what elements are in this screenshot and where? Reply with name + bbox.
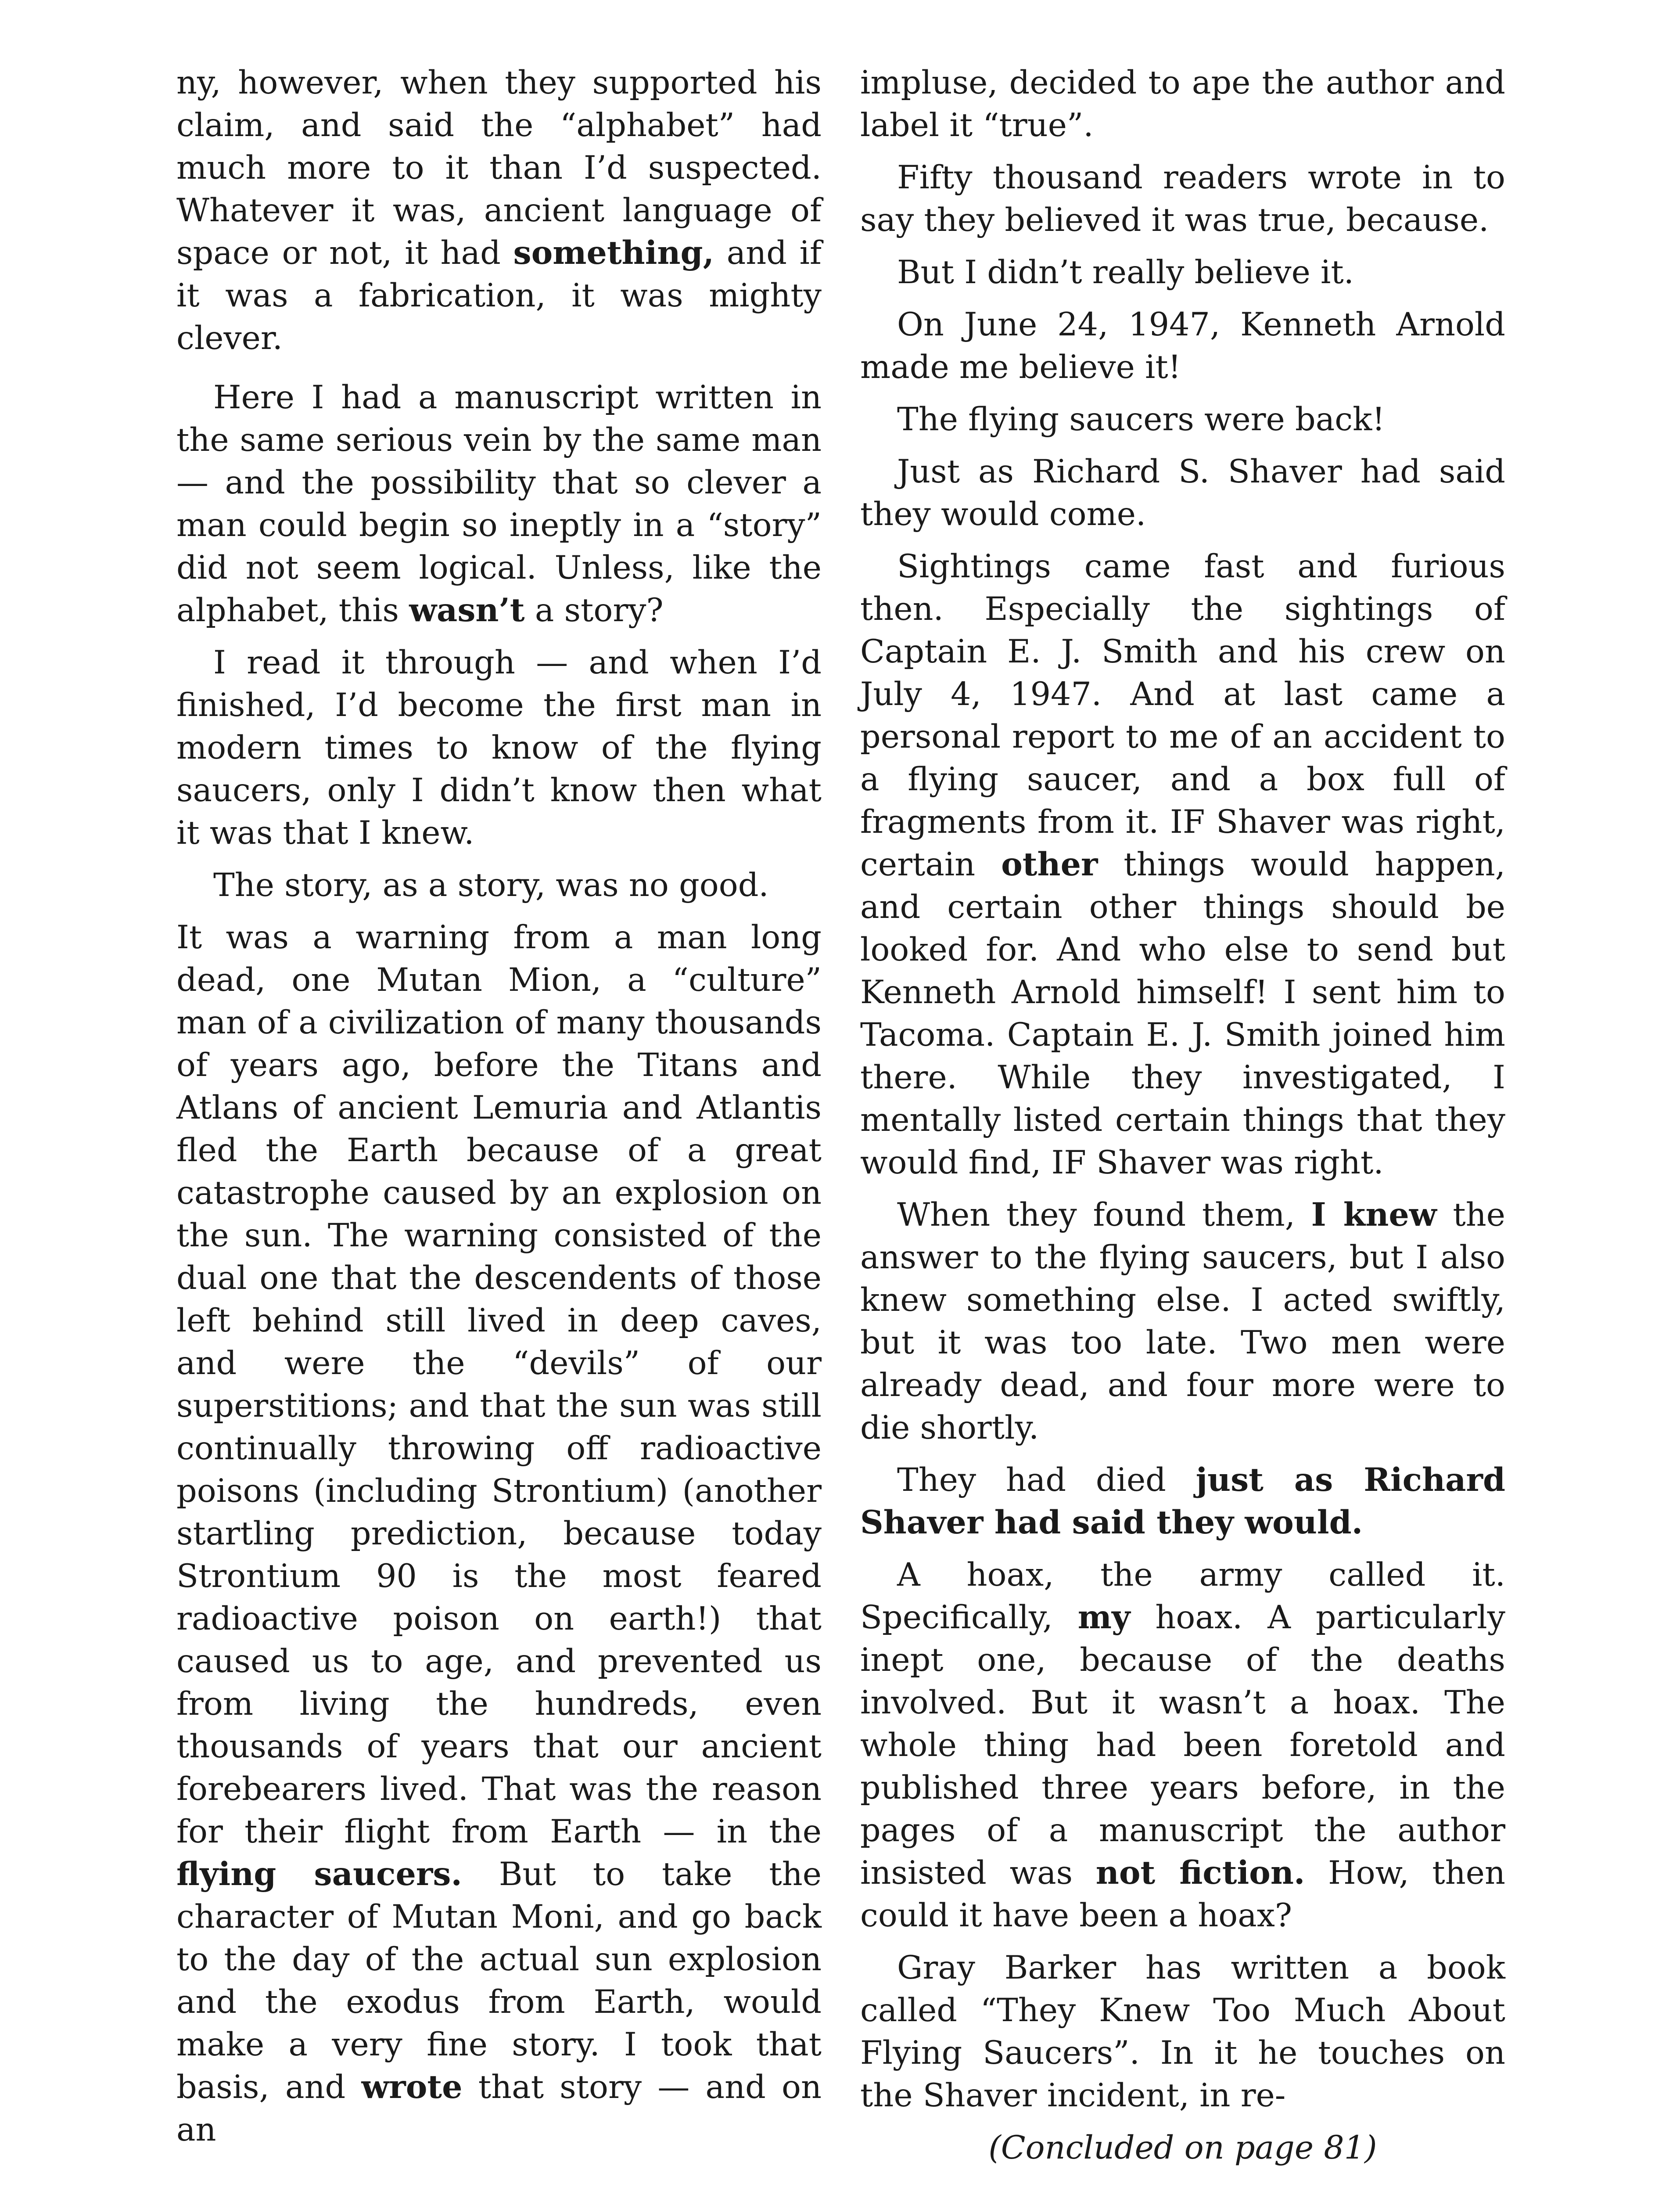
paragraph: It was a warning from a man long dead, one Mutan Mion, a “culture” man of a civilization of many thousands of years ago, before the Titans and Atlans of ancient Lemuria and Atlantis fled the Earth because of a great catastrophe caused by an explosion on the sun. The warning consisted of the dual one that the descendents of those left behind still lived in deep caves, and were the “devils” of our superstitions; and that the sun was still continually throwing off radioactive poisons (including Strontium) (another startling prediction, because today Strontium 90 is the most feared radioactive poison on earth!) that caused us to age, and prevented us from living the hundreds, even thousands of years that our ancient forebearers lived. That was the reason for their flight from Earth — in the flying saucers. But to take the character of Mutan Moni, and go back to the day of the actual sun explosion and the exodus from Earth, would make a very fine story. I took that basis, and wrote that story — and on an xyxy=(176,919,822,2148)
paragraph: A hoax, the army called it. Specifically, my hoax. A particularly inept one, because of the deaths involved. But it wasn’t a hoax. The whole thing had been foretold and published three years before, in the pages of a manuscript the author insisted was not fiction. How, then could it have been a hoax? xyxy=(860,1556,1505,1934)
left-column xyxy=(176,61,822,2161)
right-column xyxy=(860,61,1505,2179)
paragraph: But I didn’t really believe it. xyxy=(897,254,1354,291)
paragraph: Here I had a manuscript written in the same serious vein by the same man — and the possibility that so clever a man could begin so ineptly in a “story” did not seem logical. Unless, like the alphabet, this wasn’t a story? xyxy=(176,379,822,629)
paragraph: ny, however, when they supported his claim, and said the “alphabet” had much more to it than I’d suspected. Whatever it was, ancient language of space or not, it had something, and if it was a fabrication, it was mighty clever. xyxy=(176,64,822,357)
paragraph: Just as Richard S. Shaver had said they would come. xyxy=(860,453,1505,533)
paragraph: impluse, decided to ape the author and label it “true”. xyxy=(860,64,1505,144)
paragraph: I read it through — and when I’d finished, I’d become the first man in modern times to know of the flying saucers, only I didn’t know then what it was that I knew. xyxy=(176,644,822,852)
paragraph: Fifty thousand readers wrote in to say they believed it was true, because. xyxy=(860,159,1505,239)
paragraph: They had died just as Richard Shaver had said they would. xyxy=(860,1461,1505,1541)
paragraph: Sightings came fast and furious then. Especially the sightings of Captain E. J. Smith and his crew on July 4, 1947. And at last came a personal report to me of an accident to a flying saucer, and a box full of fragments from it. IF Shaver was right, certain other things would happen, and certain other things should be looked for. And who else to send but Kenneth Arnold himself! I sent him to Tacoma. Captain E. J. Smith joined him there. While they investigated, I mentally listed certain things that they would find, IF Shaver was right. xyxy=(860,548,1505,1181)
paragraph: Gray Barker has written a book called “They Knew Too Much About Flying Saucers”. In it he touches on the Shaver incident, in re- xyxy=(860,1949,1505,2114)
paragraph: The flying saucers were back! xyxy=(897,401,1385,438)
paragraph: When they found them, I knew the answer to the flying saucers, but I also knew something else. I acted swiftly, but it was too late. Two men were already dead, and four more were to die shortly. xyxy=(860,1196,1505,1447)
paragraph: The story, as a story, was no good. xyxy=(213,867,769,904)
continuation-note: (Concluded on page 81) xyxy=(988,2129,1377,2166)
paragraph: On June 24, 1947, Kenneth Arnold made me believe it! xyxy=(860,306,1505,386)
